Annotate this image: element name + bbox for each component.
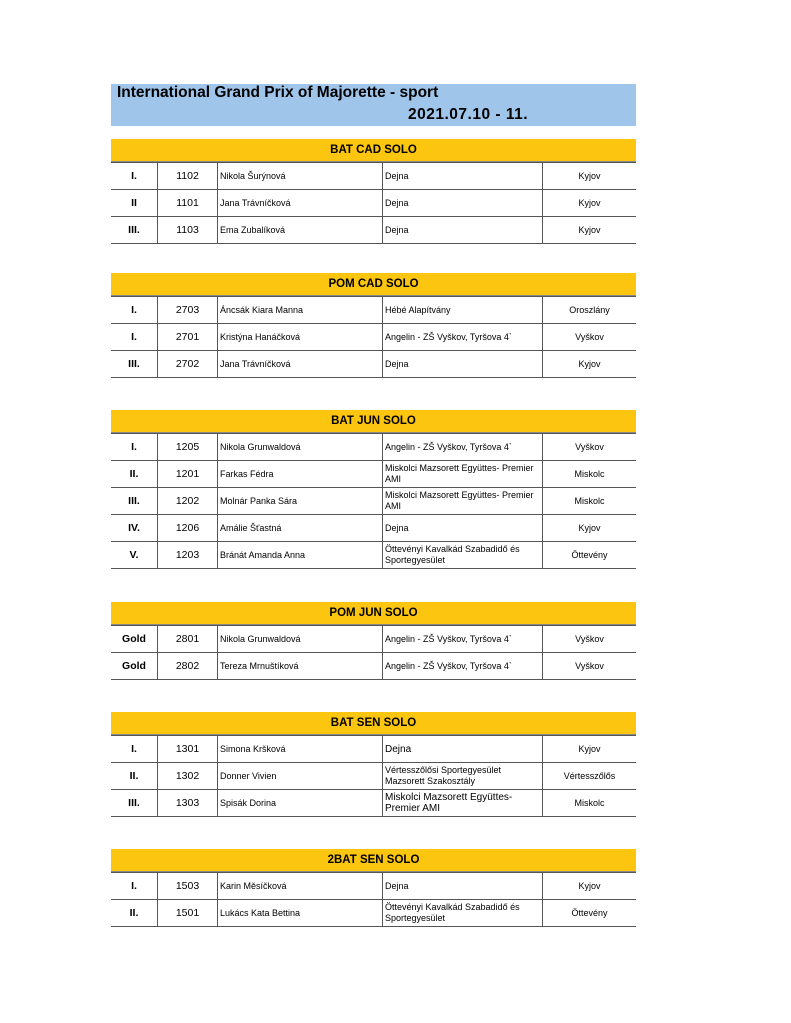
city-cell: Öttevény: [543, 900, 637, 927]
city-cell: Vyškov: [543, 626, 637, 653]
city-cell: Miskolc: [543, 461, 637, 488]
place-cell: II.: [111, 900, 158, 927]
results-table: [111, 735, 636, 817]
table-row: [111, 515, 636, 542]
category-title: BAT JUN SOLO: [111, 410, 636, 433]
table-row: [111, 190, 636, 217]
place-cell: V.: [111, 542, 158, 569]
club-cell: Miskolci Mazsorett Együttes- Premier AMI: [383, 790, 543, 817]
results-table: [111, 296, 636, 378]
start-number-cell: 2703: [158, 297, 218, 324]
competitor-name-cell: Áncsák Kiara Manna: [218, 297, 383, 324]
city-cell: Kyjov: [543, 736, 637, 763]
start-number-cell: 1301: [158, 736, 218, 763]
place-cell: Gold: [111, 653, 158, 680]
competitor-name-cell: Farkas Fédra: [218, 461, 383, 488]
results-table: [111, 872, 636, 927]
place-cell: Gold: [111, 626, 158, 653]
club-cell: Hébé Alapítvány: [383, 297, 543, 324]
start-number-cell: 1103: [158, 217, 218, 244]
club-cell: Angelin - ZŠ Vyškov, Tyršova 4`: [383, 626, 543, 653]
club-cell: Vértesszőlősi Sportegyesület Mazsorett Szakosztály: [383, 763, 543, 790]
category-title: POM JUN SOLO: [111, 602, 636, 625]
city-cell: Vyškov: [543, 434, 637, 461]
place-cell: I.: [111, 736, 158, 763]
competitor-name-cell: Jana Trávníčková: [218, 190, 383, 217]
table-row: [111, 790, 636, 817]
table-row: [111, 488, 636, 515]
start-number-cell: 1201: [158, 461, 218, 488]
competitor-name-cell: Spisák Dorina: [218, 790, 383, 817]
table-row: [111, 736, 636, 763]
city-cell: Kyjov: [543, 163, 637, 190]
category-title: 2BAT SEN SOLO: [111, 849, 636, 872]
results-table: [111, 162, 636, 244]
place-cell: I.: [111, 873, 158, 900]
club-cell: Dejna: [383, 351, 543, 378]
competitor-name-cell: Donner Vivien: [218, 763, 383, 790]
city-cell: Miskolc: [543, 488, 637, 515]
category-section-bat-sen-solo: [111, 712, 636, 817]
club-cell: Öttevényi Kavalkád Szabadidő és Sportegyesület: [383, 900, 543, 927]
place-cell: I.: [111, 297, 158, 324]
table-row: [111, 217, 636, 244]
category-title: BAT CAD SOLO: [111, 139, 636, 162]
city-cell: Vyškov: [543, 324, 637, 351]
city-cell: Vértesszőlős: [543, 763, 637, 790]
start-number-cell: 2701: [158, 324, 218, 351]
city-cell: Kyjov: [543, 873, 637, 900]
table-row: [111, 163, 636, 190]
start-number-cell: 2801: [158, 626, 218, 653]
place-cell: III.: [111, 217, 158, 244]
document-header: [111, 84, 636, 126]
competitor-name-cell: Amálie Šťastná: [218, 515, 383, 542]
place-cell: II.: [111, 763, 158, 790]
competitor-name-cell: Molnár Panka Sára: [218, 488, 383, 515]
club-cell: Dejna: [383, 873, 543, 900]
place-cell: II: [111, 190, 158, 217]
club-cell: Angelin - ZŠ Vyškov, Tyršova 4`: [383, 653, 543, 680]
city-cell: Kyjov: [543, 515, 637, 542]
city-cell: Oroszlány: [543, 297, 637, 324]
start-number-cell: 1101: [158, 190, 218, 217]
category-title: POM CAD SOLO: [111, 273, 636, 296]
category-title: BAT SEN SOLO: [111, 712, 636, 735]
place-cell: III.: [111, 790, 158, 817]
category-section-pom-cad-solo: [111, 273, 636, 378]
table-row: [111, 763, 636, 790]
city-cell: Miskolc: [543, 790, 637, 817]
club-cell: Angelin - ZŠ Vyškov, Tyršova 4`: [383, 434, 543, 461]
table-row: [111, 461, 636, 488]
start-number-cell: 1503: [158, 873, 218, 900]
place-cell: IV.: [111, 515, 158, 542]
city-cell: Kyjov: [543, 217, 637, 244]
place-cell: I.: [111, 434, 158, 461]
start-number-cell: 1205: [158, 434, 218, 461]
club-cell: Öttevényi Kavalkád Szabadidő és Sportegyesület: [383, 542, 543, 569]
table-row: [111, 351, 636, 378]
results-table: [111, 625, 636, 680]
document-title: International Grand Prix of Majorette - sport: [117, 84, 439, 101]
category-section-bat-jun-solo: [111, 410, 636, 569]
place-cell: III.: [111, 488, 158, 515]
competitor-name-cell: Jana Trávníčková: [218, 351, 383, 378]
start-number-cell: 2802: [158, 653, 218, 680]
competitor-name-cell: Tereza Mrnuštíková: [218, 653, 383, 680]
city-cell: Vyškov: [543, 653, 637, 680]
place-cell: I.: [111, 324, 158, 351]
table-row: [111, 653, 636, 680]
competitor-name-cell: Nikola Grunwaldová: [218, 434, 383, 461]
competitor-name-cell: Kristýna Hanáčková: [218, 324, 383, 351]
start-number-cell: 1303: [158, 790, 218, 817]
club-cell: Angelin - ZŠ Vyškov, Tyršova 4`: [383, 324, 543, 351]
club-cell: Dejna: [383, 163, 543, 190]
competitor-name-cell: Lukács Kata Bettina: [218, 900, 383, 927]
competitor-name-cell: Nikola Grunwaldová: [218, 626, 383, 653]
competitor-name-cell: Karin Měsíčková: [218, 873, 383, 900]
club-cell: Dejna: [383, 217, 543, 244]
start-number-cell: 1203: [158, 542, 218, 569]
event-date: 2021.07.10 - 11.: [408, 106, 529, 123]
club-cell: Dejna: [383, 736, 543, 763]
start-number-cell: 1202: [158, 488, 218, 515]
competitor-name-cell: Ema Zubalíková: [218, 217, 383, 244]
club-cell: Dejna: [383, 515, 543, 542]
start-number-cell: 1206: [158, 515, 218, 542]
competitor-name-cell: Simona Kršková: [218, 736, 383, 763]
club-cell: Miskolci Mazsorett Együttes- Premier AMI: [383, 461, 543, 488]
city-cell: Öttevény: [543, 542, 637, 569]
start-number-cell: 1102: [158, 163, 218, 190]
start-number-cell: 1302: [158, 763, 218, 790]
city-cell: Kyjov: [543, 351, 637, 378]
table-row: [111, 626, 636, 653]
table-row: [111, 297, 636, 324]
table-row: [111, 900, 636, 927]
results-table: [111, 433, 636, 569]
start-number-cell: 2702: [158, 351, 218, 378]
competitor-name-cell: Nikola Šurýnová: [218, 163, 383, 190]
city-cell: Kyjov: [543, 190, 637, 217]
place-cell: III.: [111, 351, 158, 378]
table-row: [111, 324, 636, 351]
place-cell: I.: [111, 163, 158, 190]
table-row: [111, 434, 636, 461]
table-row: [111, 873, 636, 900]
club-cell: Dejna: [383, 190, 543, 217]
club-cell: Miskolci Mazsorett Együttes- Premier AMI: [383, 488, 543, 515]
competitor-name-cell: Bránát Amanda Anna: [218, 542, 383, 569]
category-section-bat-cad-solo: [111, 139, 636, 244]
start-number-cell: 1501: [158, 900, 218, 927]
place-cell: II.: [111, 461, 158, 488]
category-section-2bat-sen-solo: [111, 849, 636, 927]
table-row: [111, 542, 636, 569]
category-section-pom-jun-solo: [111, 602, 636, 680]
